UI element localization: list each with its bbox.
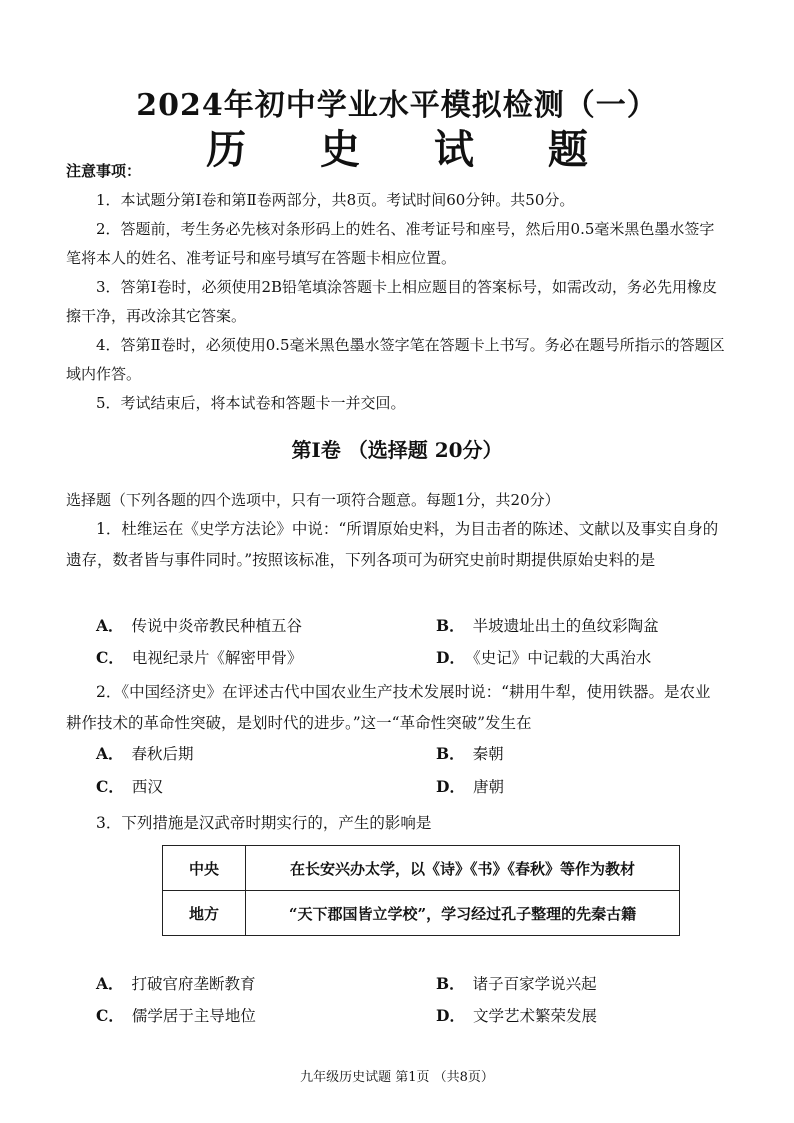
question-2-option-a[interactable]: A． 春秋后期 <box>96 744 194 763</box>
question-3-option-b[interactable]: B． 诸子百家学说兴起 <box>436 974 597 993</box>
question-1-stem: 1．杜维运在《史学方法论》中说：“所谓原始史料，为目击者的陈述、文献以及事实自身的遗存，数者皆与事件同时。”按照该标准，下列各项可为研究史前时期提供原始史料的是 <box>66 520 719 569</box>
question-2-option-c[interactable]: C． 西汉 <box>96 777 163 796</box>
notice-heading: 注意事项： <box>66 162 142 180</box>
section-instruction: 选择题（下列各题的四个选项中，只有一项符合题意。每题1分，共20分） <box>66 491 560 509</box>
table-row <box>163 846 680 891</box>
page-footer: 九年级历史试题 第1页 （共8页） <box>300 1070 494 1085</box>
question-1-option-a[interactable]: A． 传说中炎帝教民种植五谷 <box>96 616 303 635</box>
question-1-option-b[interactable]: B． 半坡遗址出土的鱼纹彩陶盆 <box>436 616 659 635</box>
notice-item-1: 1．本试题分第Ⅰ卷和第Ⅱ卷两部分，共8页。考试时间60分钟。共50分。 <box>96 191 575 209</box>
exam-title: 2024年初中学业水平模拟检测（一） <box>136 88 658 123</box>
notice-item-4: 4．答第Ⅱ卷时，必须使用0.5毫米黑色墨水签字笔在答题卡上书写。务必在题号所指示的答题区域内作答。 <box>66 336 725 383</box>
question-3-stem: 3．下列措施是汉武帝时期实行的，产生的影响是 <box>96 814 432 832</box>
question-2-stem: 2．《中国经济史》在评述古代中国农业生产技术发展时说：“耕用牛犁，使用铁器。是农业耕作技术的革命性突破，是划时代的进步。”这一“革命性突破”发生在 <box>66 683 711 732</box>
table-value-local: “天下郡国皆立学校”，学习经过孔子整理的先秦古籍 <box>246 891 680 936</box>
table-key-central: 中央 <box>163 846 246 891</box>
question-1-option-d[interactable]: D． 《史记》中记载的大禹治水 <box>436 648 652 667</box>
table-value-central: 在长安兴办太学，以《诗》《书》《春秋》等作为教材 <box>246 846 680 891</box>
section-title: 第Ⅰ卷 （选择题 20分） <box>291 438 503 462</box>
table-key-local: 地方 <box>163 891 246 936</box>
table-row <box>163 891 680 936</box>
question-2-option-b[interactable]: B． 秦朝 <box>436 744 504 763</box>
question-3-option-c[interactable]: C． 儒学居于主导地位 <box>96 1006 256 1025</box>
question-1-option-c[interactable]: C． 电视纪录片《解密甲骨》 <box>96 648 303 667</box>
question-3-option-a[interactable]: A． 打破官府垄断教育 <box>96 974 256 993</box>
notice-item-2: 2．答题前，考生务必先核对条形码上的姓名、准考证号和座号，然后用0.5毫米黑色墨水签字笔将本人的姓名、准考证号和座号填写在答题卡相应位置。 <box>66 220 715 267</box>
question-2-option-d[interactable]: D． 唐朝 <box>436 777 504 796</box>
notice-item-3: 3．答第Ⅰ卷时，必须使用2B铅笔填涂答题卡上相应题目的答案标号，如需改动，务必先用橡皮擦干净，再改涂其它答案。 <box>66 278 718 325</box>
subject-title: 历 史 试 题 <box>206 126 618 173</box>
question-3-option-d[interactable]: D． 文学艺术繁荣发展 <box>436 1006 597 1025</box>
notice-item-5: 5．考试结束后，将本试卷和答题卡一并交回。 <box>96 394 406 412</box>
question-3-table <box>162 845 680 936</box>
